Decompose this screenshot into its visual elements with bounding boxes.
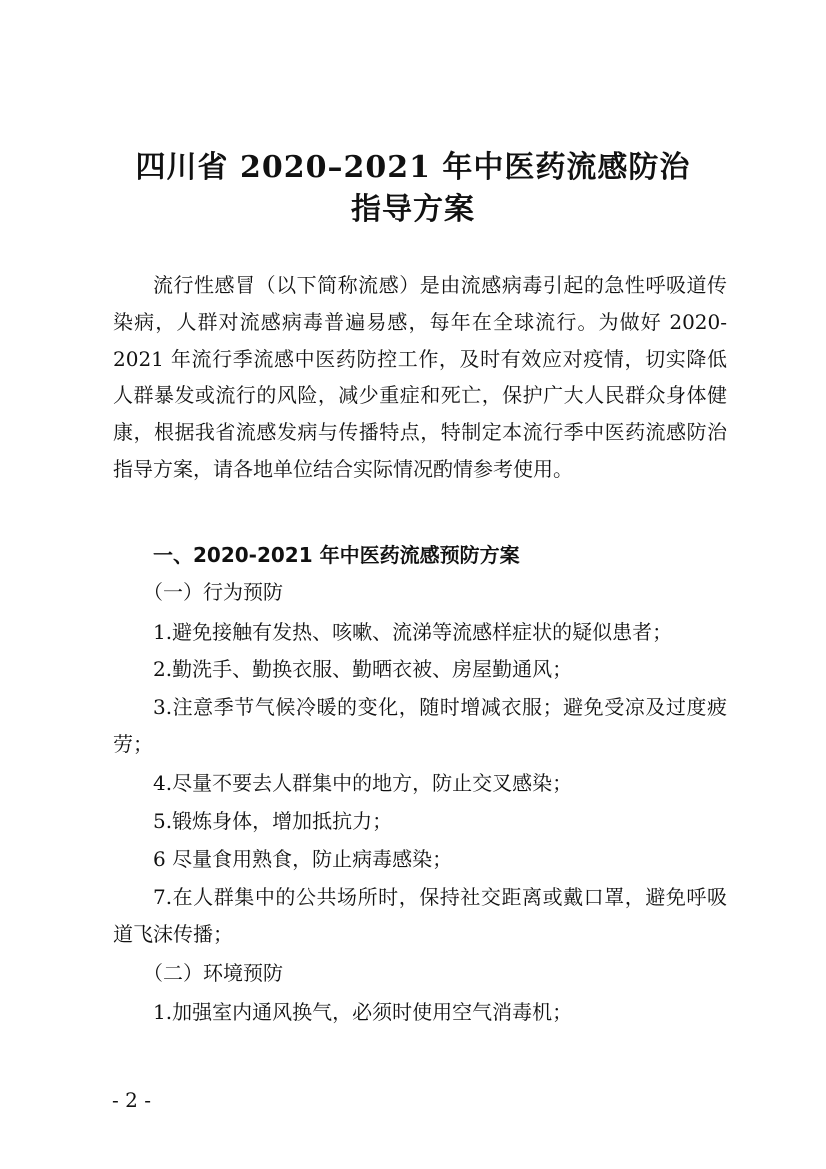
list-item: 3.注意季节气候冷暖的变化，随时增减衣服；避免受凉及过度疲劳； (113, 695, 727, 756)
subsection-2-heading: （二）环境预防 (143, 961, 283, 985)
section-1-heading: 一、2020-2021 年中医药流感预防方案 (153, 543, 520, 567)
list-item: 1.避免接触有发热、咳嗽、流涕等流感样症状的疑似患者； (153, 620, 673, 644)
subsection-1-heading: （一）行为预防 (143, 580, 283, 604)
page-number: - 2 - (112, 1088, 151, 1112)
list-item: 2.勤洗手、勤换衣服、勤晒衣被、房屋勤通风； (153, 657, 573, 681)
document-title-line-2: 指导方案 (351, 192, 475, 227)
list-item: 5.锻炼身体，增加抵抗力； (153, 809, 393, 833)
list-item: 4.尽量不要去人群集中的地方，防止交叉感染； (153, 771, 573, 795)
list-item: 1.加强室内通风换气，必须时使用空气消毒机； (153, 1000, 573, 1024)
document-title-line-1: 四川省 2020–2021 年中医药流感防治 (135, 150, 691, 185)
list-item: 6 尽量食用熟食，防止病毒感染； (153, 847, 453, 871)
intro-paragraph (113, 267, 727, 488)
list-item: 7.在人群集中的公共场所时，保持社交距离或戴口罩，避免呼吸道飞沫传播； (113, 885, 727, 946)
intro-text: 流行性感冒（以下简称流感）是由流感病毒引起的急性呼吸道传染病，人群对流感病毒普遍易感，每年在全球流行。为做好 2020-2021 年流行季流感中医药防控工作，及时有效应对疫情，切实降低人群暴发或流行的风险，减少重症和死亡，保护广大人民群众身体健康，根据我省流感发病与传播特点，特制定本流行季中医药流感防治指导方案，请各地单位结合实际情况酌情参考使用。 (113, 273, 727, 481)
